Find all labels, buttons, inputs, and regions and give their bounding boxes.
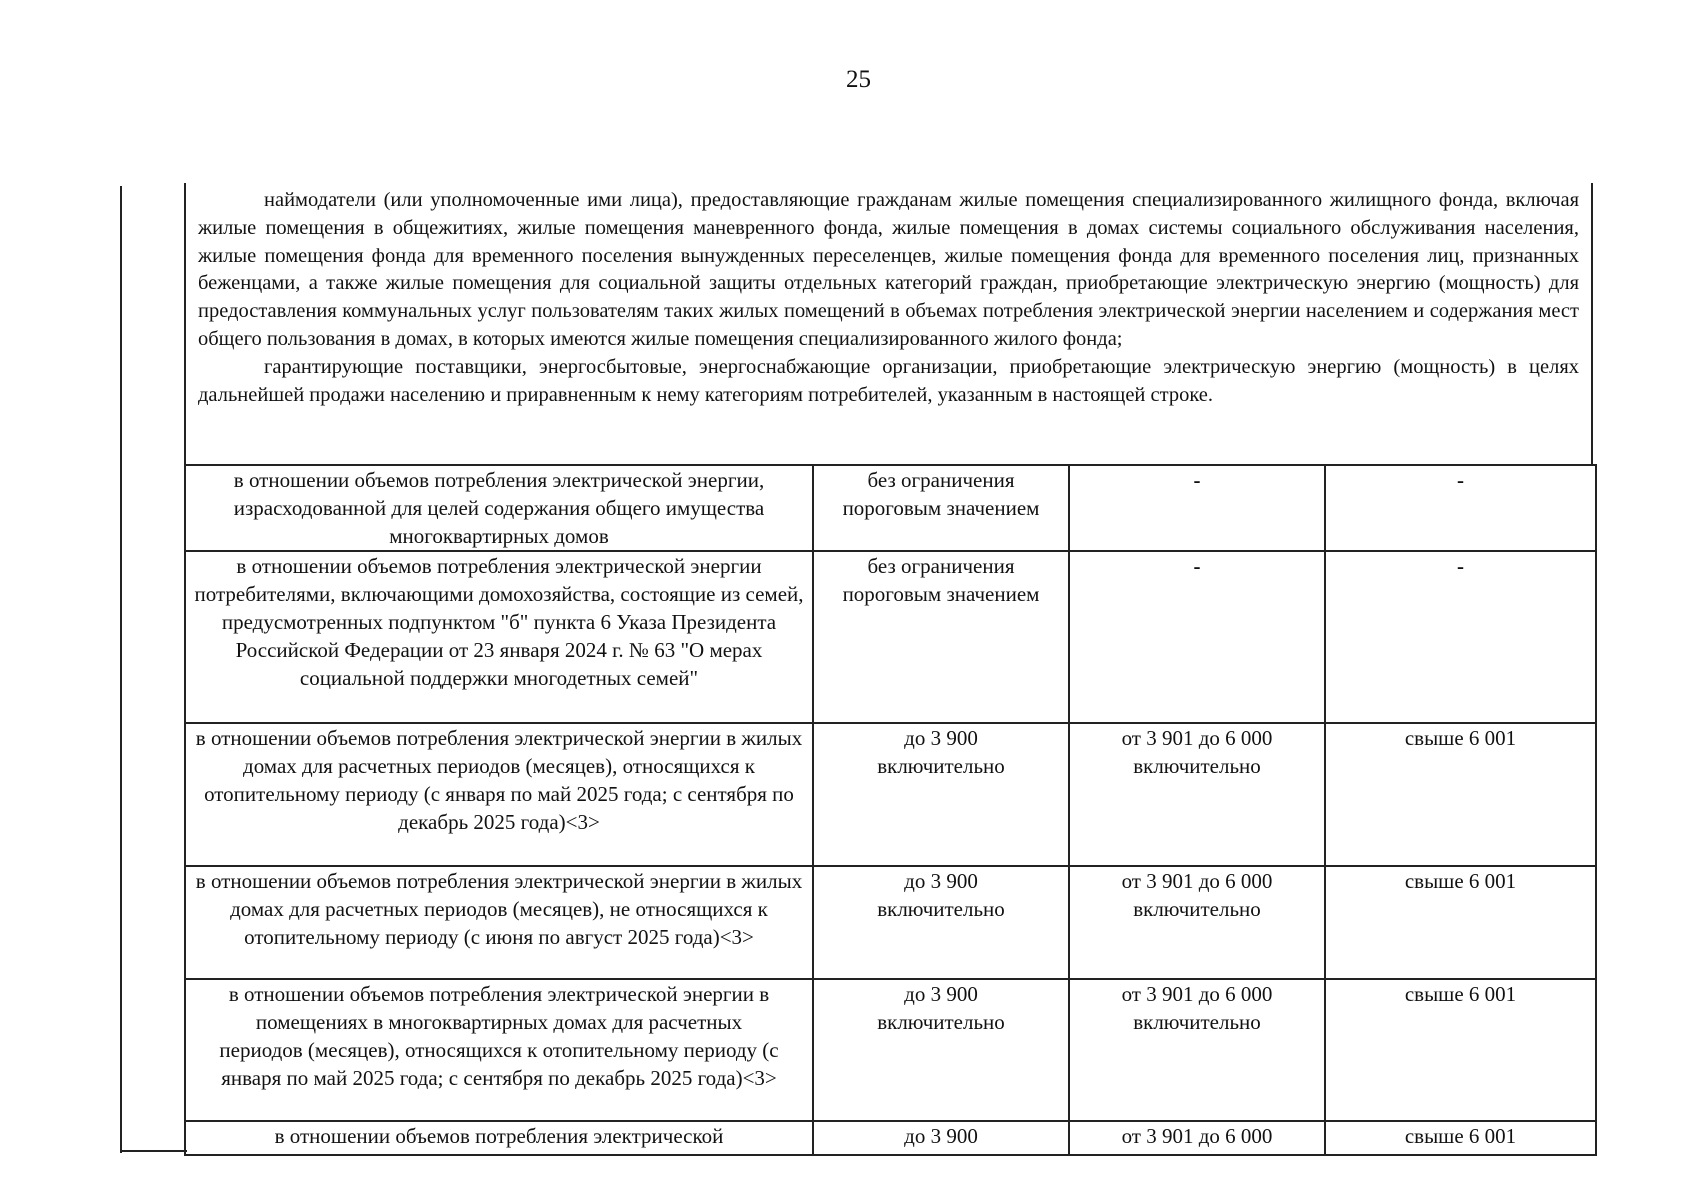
table-row [185, 979, 1596, 1121]
row-description: в отношении объемов потребления электрической энергии в жилых домах для расчетных периодов (месяцев), относящихся к отопительному периоду (с января по май 2025 года; с сентября по декабрь 2025 года)<3> [185, 723, 813, 866]
table-row [185, 465, 1596, 551]
row-description: в отношении объемов потребления электрической [185, 1121, 813, 1155]
row-description: в отношении объемов потребления электрической энергии потребителями, включающими домохозяйства, состоящие из семей, предусмотренных подпунктом "б" пункта 6 Указа Президента Российской Федерации от 23 января 2024 г. № 63 "О мерах социальной поддержки многодетных семей" [185, 551, 813, 723]
limit-first-range: до 3 900 [813, 1121, 1069, 1155]
limit-first-range: до 3 900 включительно [813, 866, 1069, 979]
table-row [185, 866, 1596, 979]
limit-first-range: до 3 900 включительно [813, 979, 1069, 1121]
intro-text-block [184, 183, 1593, 464]
limit-first-range: без ограничения пороговым значением [813, 465, 1069, 551]
outer-bottom-rule [122, 1150, 187, 1152]
intro-paragraph-suppliers: гарантирующие поставщики, энергосбытовые, энергоснабжающие организации, приобретающие электрическую энергию (мощность) в целях дальнейшей продажи населению и приравненным к нему категориям потребителей, указанным в настоящей строке. [198, 355, 1579, 406]
limit-third-range: свыше 6 001 [1325, 1121, 1596, 1155]
intro-paragraph-landlords: наймодатели (или уполномоченные ими лица), предоставляющие гражданам жилые помещения специализированного жилищного фонда, включая жилые помещения в общежитиях, жилые помещения маневренного фонда, жилые помещения в домах системы социального обслуживания населения, жилые помещения фонда для временного поселения вынужденных переселенцев, жилые помещения фонда для временного поселения лиц, признанных беженцами, а также жилые помещения для социальной защиты отдельных категорий граждан, приобретающие электрическую энергию (мощность) для предоставления коммунальных услуг пользователям таких жилых помещений в объемах потребления электрической энергии населением и содержания мест общего пользования в домах, в которых имеются жилые помещения специализированного жилого фонда; [198, 189, 1579, 350]
consumption-limits-table [184, 464, 1597, 1156]
limit-third-range: свыше 6 001 [1325, 979, 1596, 1121]
limit-second-range: - [1069, 465, 1325, 551]
row-description: в отношении объемов потребления электрической энергии в помещениях в многоквартирных домах для расчетных периодов (месяцев), относящихся к отопительному периоду (с января по май 2025 года; с сентября по декабрь 2025 года)<3> [185, 979, 813, 1121]
row-description: в отношении объемов потребления электрической энергии в жилых домах для расчетных периодов (месяцев), не относящихся к отопительному периоду (с июня по август 2025 года)<3> [185, 866, 813, 979]
row-description: в отношении объемов потребления электрической энергии, израсходованной для целей содержания общего имущества многоквартирных домов [185, 465, 813, 551]
table-row [185, 551, 1596, 723]
limit-first-range: без ограничения пороговым значением [813, 551, 1069, 723]
limit-third-range: - [1325, 465, 1596, 551]
table-row [185, 1121, 1596, 1155]
table-row [185, 723, 1596, 866]
outer-left-rule [120, 186, 122, 1153]
limit-second-range: - [1069, 551, 1325, 723]
limit-third-range: - [1325, 551, 1596, 723]
limit-second-range: от 3 901 до 6 000 [1069, 1121, 1325, 1155]
limit-second-range: от 3 901 до 6 000 включительно [1069, 723, 1325, 866]
limit-first-range: до 3 900 включительно [813, 723, 1069, 866]
limit-third-range: свыше 6 001 [1325, 723, 1596, 866]
page-number: 25 [846, 66, 871, 93]
limit-third-range: свыше 6 001 [1325, 866, 1596, 979]
limit-second-range: от 3 901 до 6 000 включительно [1069, 979, 1325, 1121]
limit-second-range: от 3 901 до 6 000 включительно [1069, 866, 1325, 979]
